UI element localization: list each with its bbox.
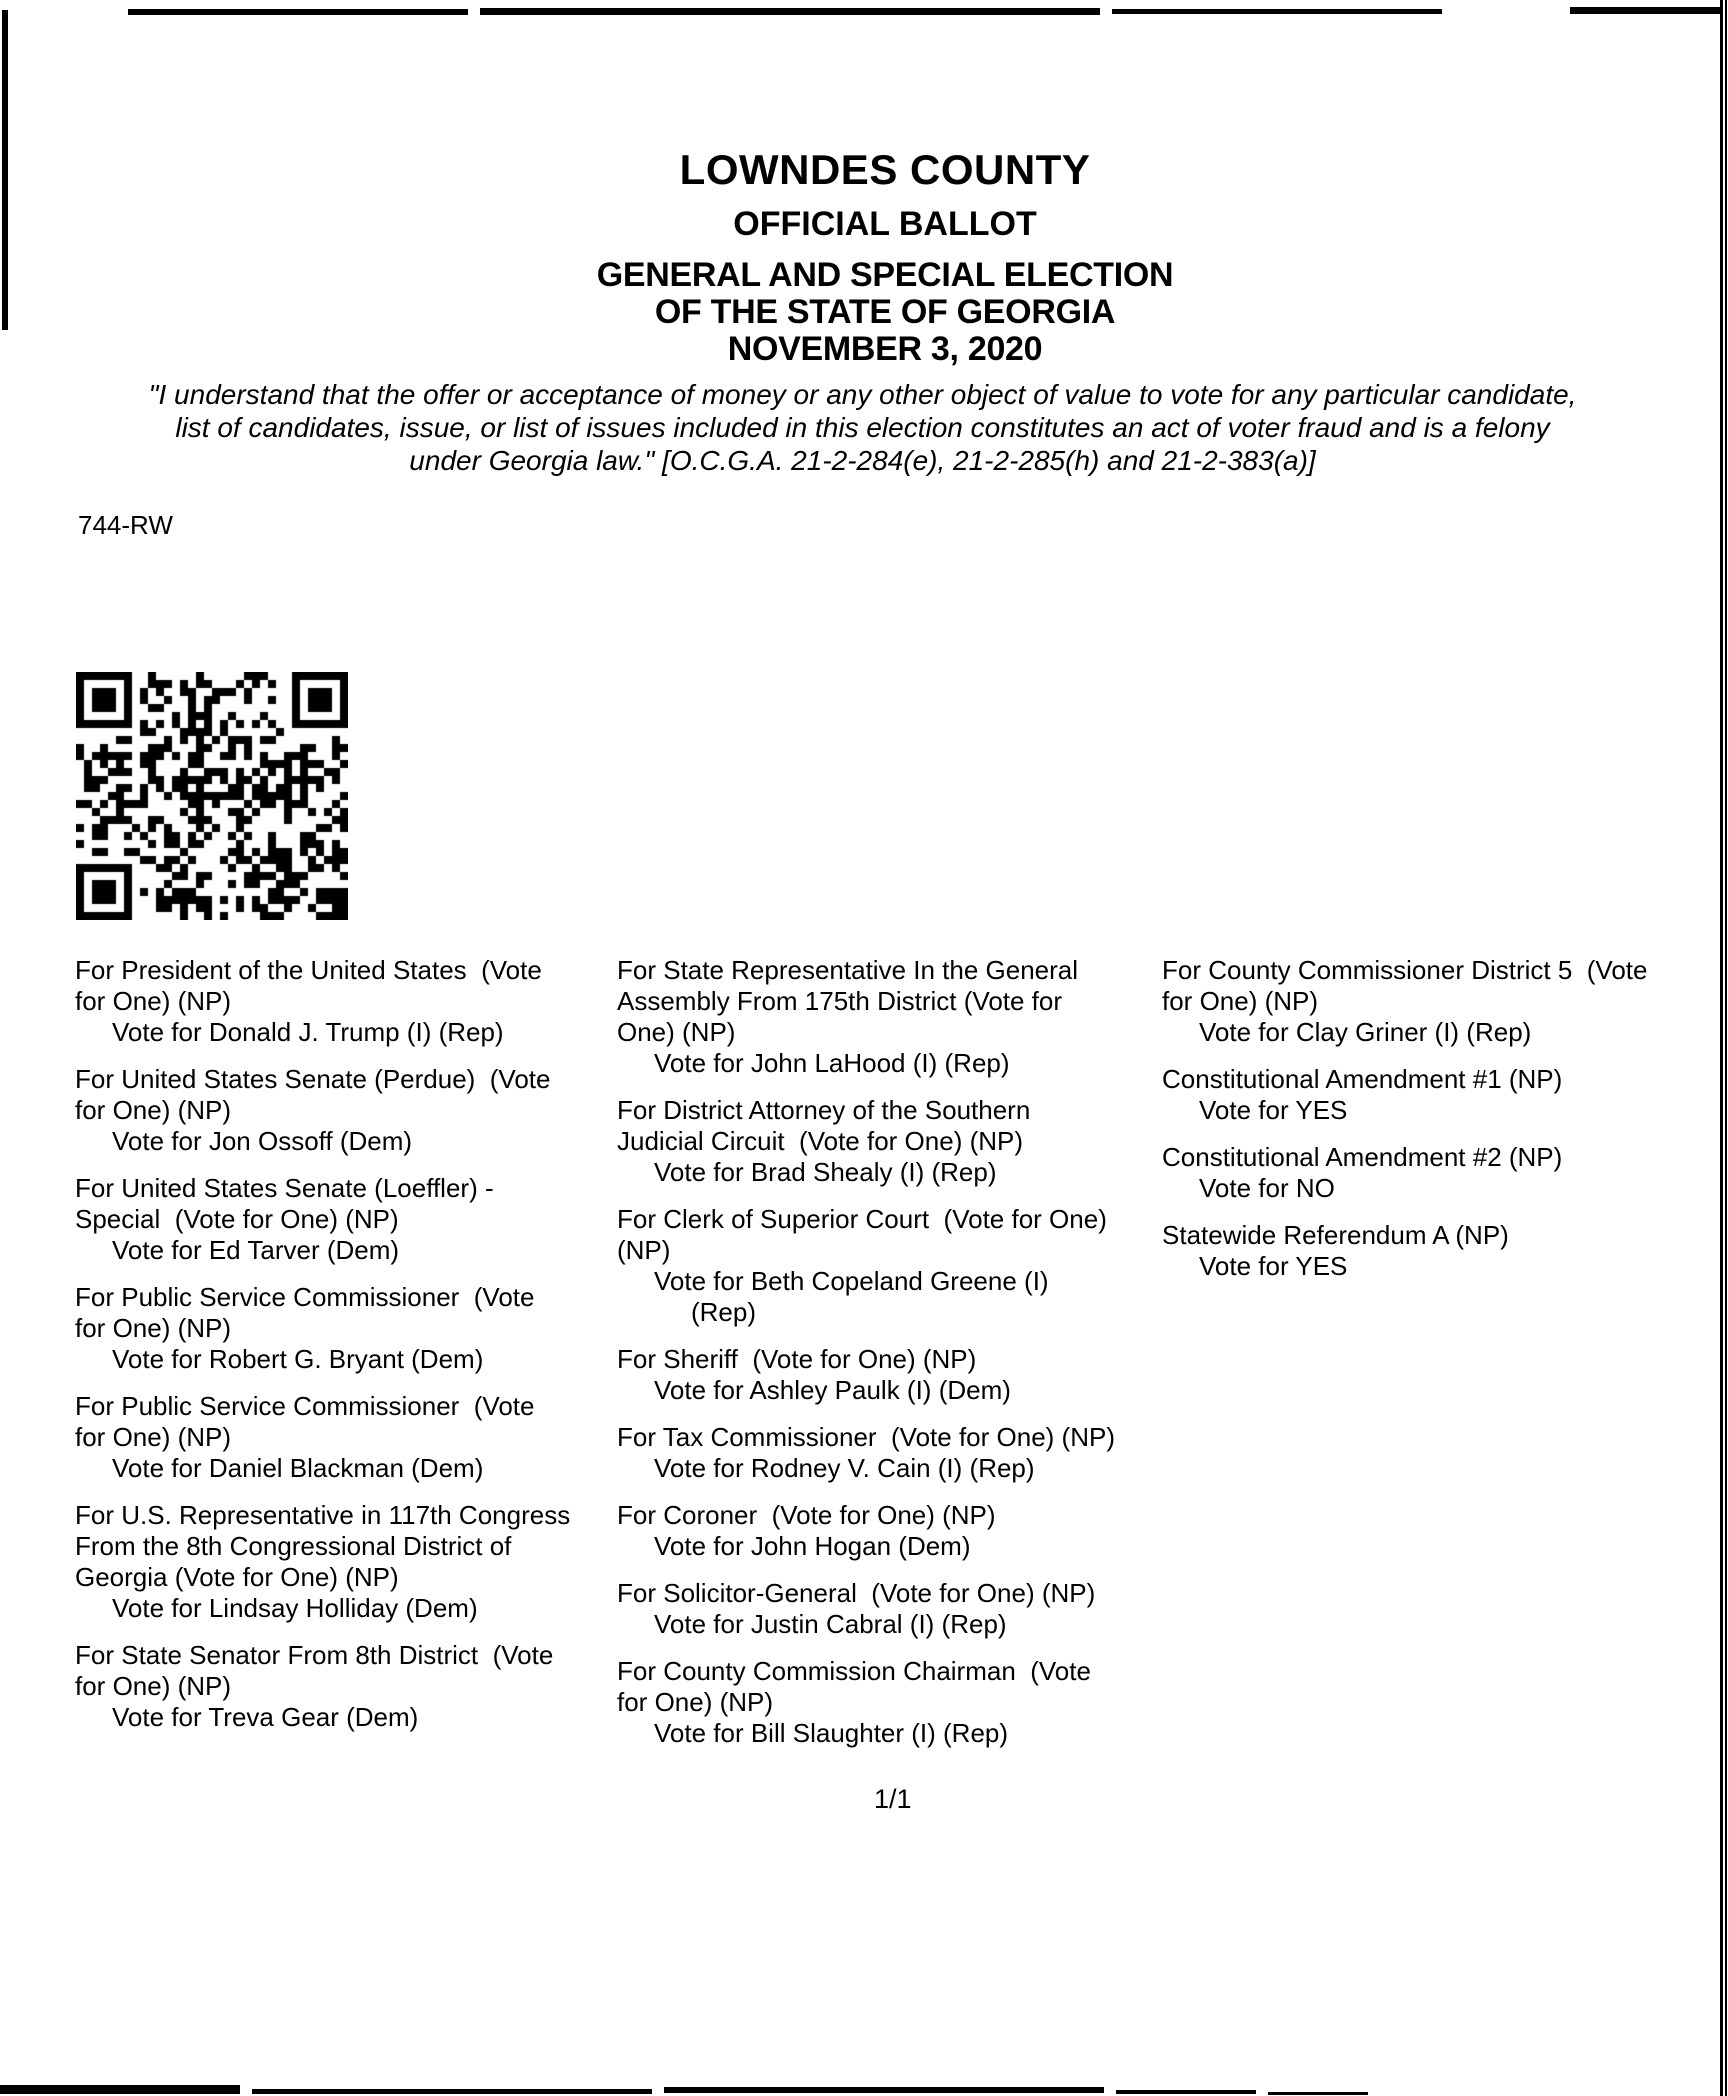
vote-for-line: Vote for Lindsay Holliday (Dem) [112,1593,478,1623]
contest [75,1500,620,1624]
contest-title-line: For Clerk of Superior Court (Vote for One) [617,1204,1107,1234]
vote-for-line: Vote for Robert G. Bryant (Dem) [112,1344,484,1374]
contest [75,1064,620,1157]
election-title [40,257,1728,368]
contest-title-line: For County Commissioner District 5 (Vote [1162,955,1648,985]
vote-for-line: Vote for Justin Cabral (I) (Rep) [654,1609,1007,1639]
scan-artifact-top-bar [480,8,1100,15]
contest-title-line: for One) (NP) [617,1687,774,1717]
vote-for-line: Vote for Daniel Blackman (Dem) [112,1453,484,1483]
ballot-column [617,955,1162,1765]
vote-for-line: Vote for Treva Gear (Dem) [112,1702,419,1732]
scan-artifact-top-bar [1570,7,1720,14]
disclaimer-line: under Georgia law." [O.C.G.A. 21-2-284(e), 21-2-285(h) and 21-2-383(a)] [409,445,1316,476]
contest-title-line: Georgia (Vote for One) (NP) [75,1562,399,1592]
contest-title-line: (NP) [617,1235,671,1265]
contest-title-line: For Tax Commissioner (Vote for One) (NP) [617,1422,1115,1452]
vote-for-line: Vote for John Hogan (Dem) [654,1531,971,1561]
scan-artifact-bottom-bar [1268,2092,1368,2095]
contest [617,1422,1162,1484]
vote-for-line: Vote for Brad Shealy (I) (Rep) [654,1157,997,1187]
contest-title-line: For Public Service Commissioner (Vote [75,1282,535,1312]
ballot-type: OFFICIAL BALLOT [733,205,1037,243]
contest [617,1204,1162,1328]
contest [617,1500,1162,1562]
vote-for-line: Vote for Ed Tarver (Dem) [112,1235,400,1265]
contest [75,1173,620,1266]
vote-for-line: Vote for Clay Griner (I) (Rep) [1199,1017,1532,1047]
contest-title-line: For Sheriff (Vote for One) (NP) [617,1344,977,1374]
contest-title-line: for One) (NP) [75,986,232,1016]
contest [75,1640,620,1733]
scan-artifact-bottom-bar [0,2085,240,2094]
vote-for-line: Vote for Ashley Paulk (I) (Dem) [654,1375,1011,1405]
page-number: 1/1 [874,1784,912,1814]
vote-for-line: Vote for Rodney V. Cain (I) (Rep) [654,1453,1035,1483]
qr-code [76,672,348,920]
contest-title-line: Constitutional Amendment #2 (NP) [1162,1142,1563,1172]
scan-artifact-bottom-bar [664,2087,1104,2093]
contest [75,1282,620,1375]
contest-title-line: for One) (NP) [75,1313,232,1343]
contest [1162,1142,1728,1204]
disclaimer-line: "I understand that the offer or acceptance of money or any other object of value to vote for any particular candidate, [148,379,1577,410]
contest-title-line: for One) (NP) [75,1671,232,1701]
vote-for-line: (Rep) [691,1297,757,1327]
vote-for-line: Vote for YES [1199,1251,1348,1281]
contest [1162,1220,1728,1282]
contest-title-line: Statewide Referendum A (NP) [1162,1220,1509,1250]
scan-artifact-left-bar [2,10,8,330]
contest-title-line: For Coroner (Vote for One) (NP) [617,1500,996,1530]
contest [617,1095,1162,1188]
contest [617,1578,1162,1640]
vote-for-line: Vote for NO [1199,1173,1335,1203]
election-title-line: GENERAL AND SPECIAL ELECTION [596,256,1174,294]
vote-for-line: Vote for John LaHood (I) (Rep) [654,1048,1010,1078]
contest-title-line: For Solicitor-General (Vote for One) (NP) [617,1578,1096,1608]
vote-for-line: Vote for Donald J. Trump (I) (Rep) [112,1017,504,1047]
contest-title-line: for One) (NP) [1162,986,1319,1016]
election-title-line: NOVEMBER 3, 2020 [727,330,1043,368]
vote-for-line: Vote for YES [1199,1095,1348,1125]
contest-title-line: From the 8th Congressional District of [75,1531,512,1561]
fraud-disclaimer [55,378,1670,477]
contest-title-line: for One) (NP) [75,1422,232,1452]
contest-title-line: For President of the United States (Vote [75,955,542,985]
contest-title-line: For United States Senate (Loeffler) - [75,1173,494,1203]
contest-title-line: For Public Service Commissioner (Vote [75,1391,535,1421]
contest [617,955,1162,1079]
ballot-column [1162,955,1728,1298]
vote-for-line: Vote for Jon Ossoff (Dem) [112,1126,413,1156]
contest-title-line: For State Senator From 8th District (Vote [75,1640,554,1670]
contest-title-line: for One) (NP) [75,1095,232,1125]
contest [617,1344,1162,1406]
contest [75,955,620,1048]
contest-title-line: For State Representative In the General [617,955,1079,985]
contest-title-line: Constitutional Amendment #1 (NP) [1162,1064,1563,1094]
scan-artifact-top-bar [1112,9,1442,14]
contest-title-line: Assembly From 175th District (Vote for [617,986,1063,1016]
ballot-column [75,955,620,1749]
contest [1162,955,1728,1048]
scan-artifact-bottom-bar [252,2089,652,2094]
scan-artifact-top-bar [128,9,468,15]
contest-title-line: Special (Vote for One) (NP) [75,1204,399,1234]
contest [1162,1064,1728,1126]
ballot-style-code: 744-RW [78,510,173,540]
vote-for-line: Vote for Beth Copeland Greene (I) [654,1266,1049,1296]
vote-for-line: Vote for Bill Slaughter (I) (Rep) [654,1718,1009,1748]
contest-title-line: One) (NP) [617,1017,736,1047]
contest-title-line: For County Commission Chairman (Vote [617,1656,1091,1686]
disclaimer-line: list of candidates, issue, or list of issues included in this election constitutes an act of voter fraud and is a felony [175,412,1550,443]
county-title: LOWNDES COUNTY [679,146,1091,193]
contest-title-line: For United States Senate (Perdue) (Vote [75,1064,551,1094]
scan-artifact-bottom-bar [1116,2090,1256,2094]
contest-title-line: Judicial Circuit (Vote for One) (NP) [617,1126,1024,1156]
contest-title-line: For District Attorney of the Southern [617,1095,1031,1125]
contest-title-line: For U.S. Representative in 117th Congress [75,1500,571,1530]
contest [75,1391,620,1484]
contest [617,1656,1162,1749]
election-title-line: OF THE STATE OF GEORGIA [654,293,1116,331]
